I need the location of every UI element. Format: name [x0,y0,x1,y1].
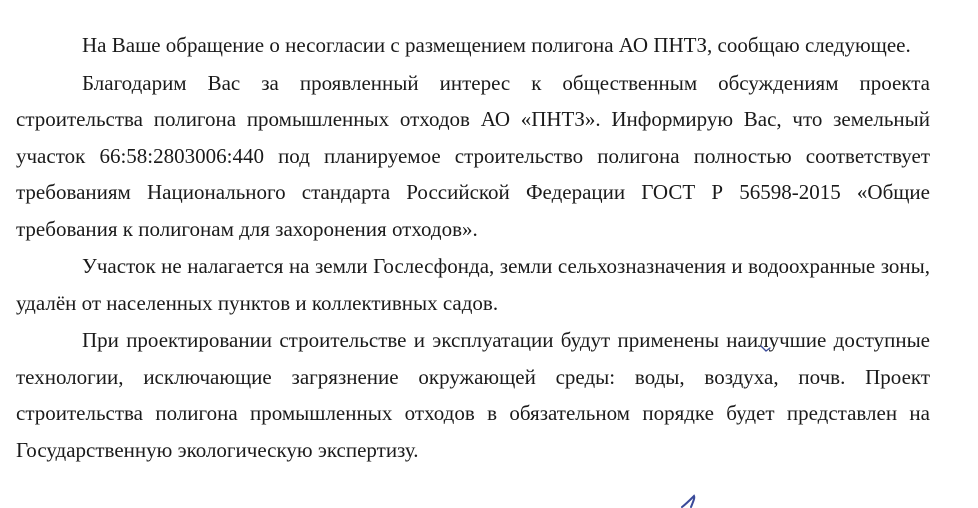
paragraph-site-location: Участок не налагается на земли Гослесфонда, земли сельхозназначения и водоохранные зоны, удалён от населенных пунктов и коллективных садов. [16,254,930,315]
signature-stroke-mark [680,494,702,508]
paragraph-intro: На Ваше обращение о несогласии с размещением полигона АО ПНТЗ, сообщаю следующее. [82,33,911,57]
letter-body [16,27,930,470]
paragraph-technologies-expertise: При проектировании строительстве и эксплуатации будут применены наилучшие доступные технологии, исключающие загрязнение окружающей среды: воды, воздуха, почв. Проект строительства полигона промышленных отходов в обязательном порядке будет представлен на Государственную экологическую экспертизу. [16,328,930,462]
paragraph-land-plot-compliance: Благодарим Вас за проявленный интерес к общественным обсуждениям проекта строительства полигона промышленных отходов АО «ПНТЗ». Информирую Вас, что земельный участок 66:58:2803006:440 под планируемое строительство полигона полностью соответствует требованиям Национального стандарта Российской Федерации ГОСТ Р 56598-2015 «Общие требования к полигонам для захоронения отходов». [16,70,930,241]
